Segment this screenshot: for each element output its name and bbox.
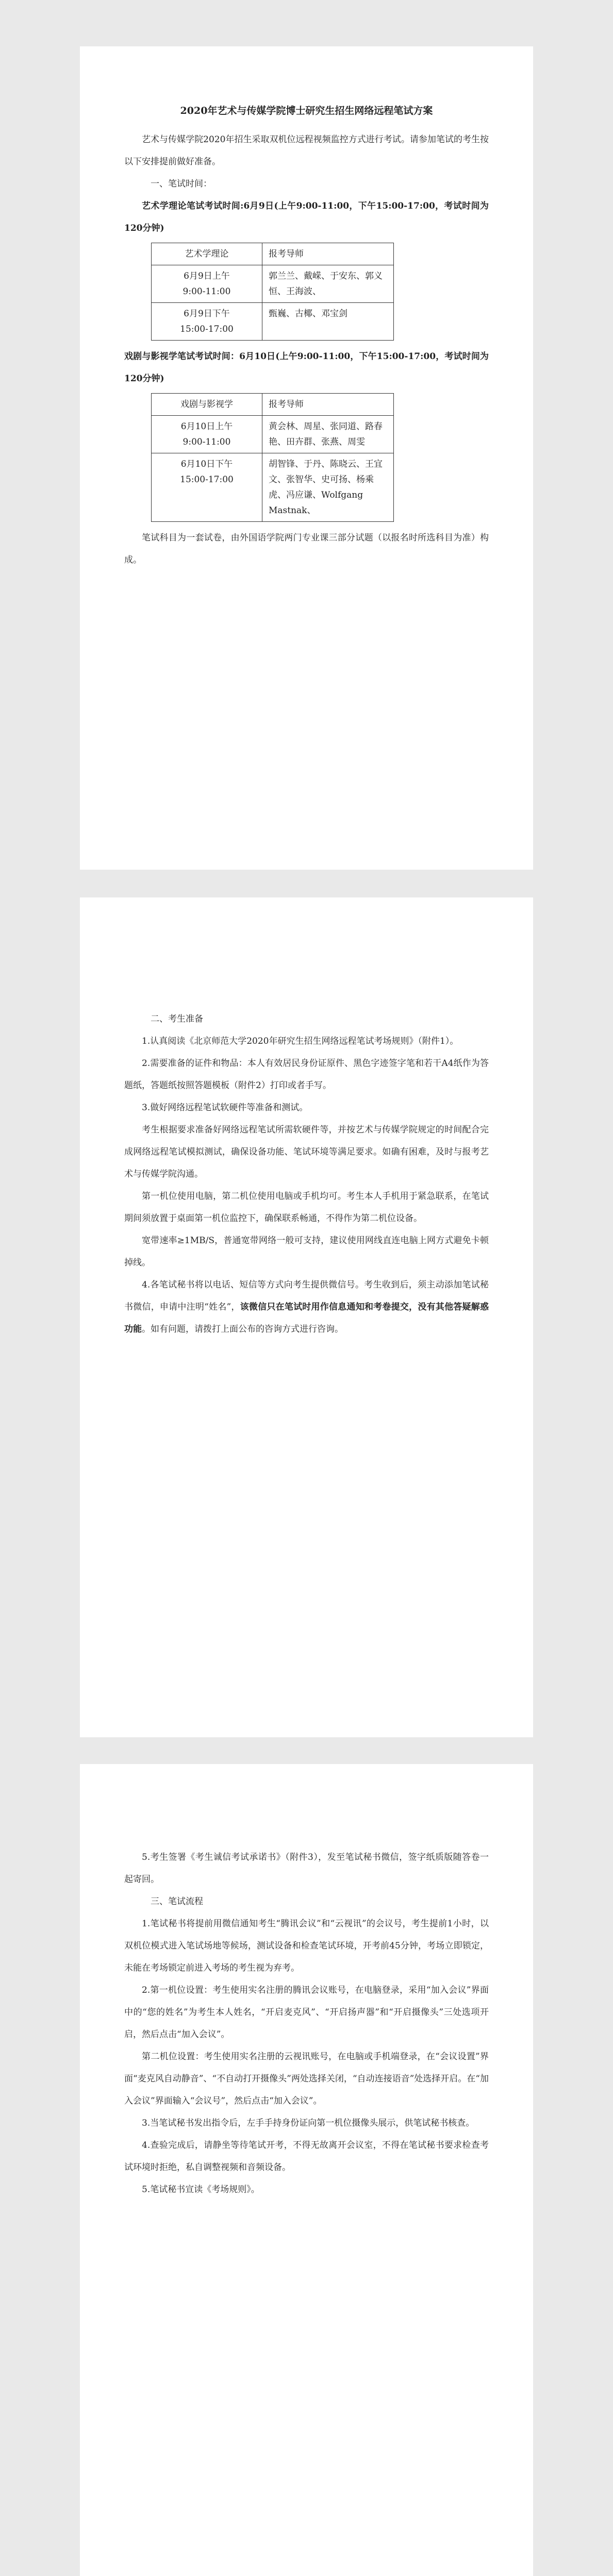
intro-paragraph: 艺术与传媒学院2020年招生采取双机位远程视频监控方式进行考试。请参加笔试的考生按以下安排提前做好准备。 bbox=[124, 134, 489, 167]
section-2-heading: 二、考生准备 bbox=[151, 1014, 203, 1024]
section-1-heading: 一、笔试时间： bbox=[151, 179, 212, 189]
table-header-cell: 戏剧与影视学 bbox=[152, 394, 262, 416]
page-1 bbox=[80, 46, 533, 870]
flow-item: 1.笔试秘书将提前用微信通知考生“腾讯会议”和“云视讯”的会议号，考生提前1小时，以双机位模式进入笔试场地等候场，测试设备和检查笔试环境，开考前45分钟，考场立即锁定，未能在考场锁定前进入考场的考生视为弃考。 bbox=[124, 1919, 489, 1973]
prep-item: 考生根据要求准备好网络远程笔试所需软硬件等，并按艺术与传媒学院规定的时间配合完成网络远程笔试模拟测试，确保设备功能、笔试环境等满足要求。如确有困难，及时与报考艺术与传媒学院沟通。 bbox=[124, 1125, 489, 1179]
table-cell-advisors: 黄会林、周星、张同道、路春艳、田卉群、张燕、周雯 bbox=[262, 416, 394, 453]
art-theory-table bbox=[151, 243, 394, 341]
drama-table bbox=[151, 393, 394, 522]
table-header-cell: 艺术学理论 bbox=[152, 243, 262, 265]
prep-item: 5.考生签署《考生诚信考试承诺书》（附件3），发至笔试秘书微信，签字纸质版随答卷一起寄回。 bbox=[124, 1852, 489, 1885]
flow-item: 第二机位设置：考生使用实名注册的云视讯账号，在电脑或手机端登录，在“会议设置”界面“麦克风自动静音”、“不自动打开摄像头”两处选择关闭，“自动连接语音”处选择开启。在“加入会议”界面输入“会议号”，然后点击“加入会议”。 bbox=[124, 2052, 489, 2106]
prep-item: 1.认真阅读《北京师范大学2020年研究生招生网络远程笔试考场规则》（附件1）。 bbox=[142, 1036, 459, 1046]
wechat-notice-bold: 该微信只在笔试时用作信息通知和考卷提交，没有其他答疑解惑功能 bbox=[124, 1302, 489, 1334]
table-cell-advisors: 郭兰兰、戴嵘、于安东、郭义恒、王海波、 bbox=[262, 265, 394, 303]
prep-item-wechat: 4.各笔试秘书将以电话、短信等方式向考生提供微信号。考生收到后，须主动添加笔试秘书微信，申请中注明“姓名”，该微信只在笔试时用作信息通知和考卷提交，没有其他答疑解惑功能。如有问题，请拨打上面公布的咨询方式进行咨询。 bbox=[124, 1280, 489, 1334]
prep-item: 2.需要准备的证件和物品：本人有效居民身份证原件、黑色字迹签字笔和若干A4纸作为答题纸，答题纸按照答题模板（附件2）打印或者手写。 bbox=[124, 1058, 489, 1091]
document-title: 2020年艺术与传媒学院博士研究生招生网络远程笔试方案 bbox=[180, 105, 433, 116]
table-cell-advisors: 甄巍、古椰、邓宝剑 bbox=[262, 303, 394, 341]
table-header-cell: 报考导师 bbox=[262, 394, 394, 416]
prep-item: 第一机位使用电脑，第二机位使用电脑或手机均可。考生本人手机用于紧急联系，在笔试期间须放置于桌面第一机位监控下，确保联系畅通，不得作为第二机位设备。 bbox=[124, 1191, 489, 1224]
flow-item: 4.查验完成后，请静坐等待笔试开考，不得无故离开会议室，不得在笔试秘书要求检查考试环境时拒绝，私自调整视频和音频设备。 bbox=[124, 2140, 489, 2173]
table-cell-time: 6月9日下午 15:00-17:00 bbox=[152, 303, 262, 341]
page-3 bbox=[80, 1764, 533, 2576]
table-cell-advisors: 胡智锋、于丹、陈晓云、王宜文、张智华、史可扬、杨乘虎、冯应谦、Wolfgang Mastnak、 bbox=[262, 453, 394, 522]
page-2 bbox=[80, 897, 533, 1737]
flow-item: 5.笔试秘书宣读《考场规则》。 bbox=[142, 2184, 260, 2195]
art-theory-time: 艺术学理论笔试考试时间:6月9日(上午9:00-11:00，下午15:00-17:00，考试时间为120分钟) bbox=[124, 201, 489, 233]
flow-item: 2.第一机位设置：考生使用实名注册的腾讯会议账号，在电脑登录，采用“加入会议”界面中的“您的姓名”为考生本人姓名，“开启麦克风”、“开启扬声器”和“开启摄像头”三处选项开启，然后点击“加入会议”。 bbox=[124, 1985, 489, 2040]
flow-item: 3.当笔试秘书发出指令后，左手手持身份证向第一机位摄像头展示，供笔试秘书核查。 bbox=[142, 2118, 475, 2128]
section-3-heading: 三、笔试流程 bbox=[151, 1896, 203, 1907]
prep-item: 宽带速率≥1MB/S，普通宽带网络一般可支持，建议使用网线直连电脑上网方式避免卡顿掉线。 bbox=[124, 1235, 489, 1268]
prep-item: 3.做好网络远程笔试软硬件等准备和测试。 bbox=[142, 1103, 308, 1113]
table-header-cell: 报考导师 bbox=[262, 243, 394, 265]
table-cell-time: 6月9日上午 9:00-11:00 bbox=[152, 265, 262, 303]
exam-composition: 笔试科目为一套试卷，由外国语学院两门专业课三部分试题（以报名时所选科目为准）构成。 bbox=[124, 533, 489, 565]
table-cell-time: 6月10日下午 15:00-17:00 bbox=[152, 453, 262, 522]
table-cell-time: 6月10日上午 9:00-11:00 bbox=[152, 416, 262, 453]
drama-time: 戏剧与影视学笔试考试时间：6月10日(上午9:00-11:00，下午15:00-17:00，考试时间为120分钟) bbox=[124, 351, 489, 384]
